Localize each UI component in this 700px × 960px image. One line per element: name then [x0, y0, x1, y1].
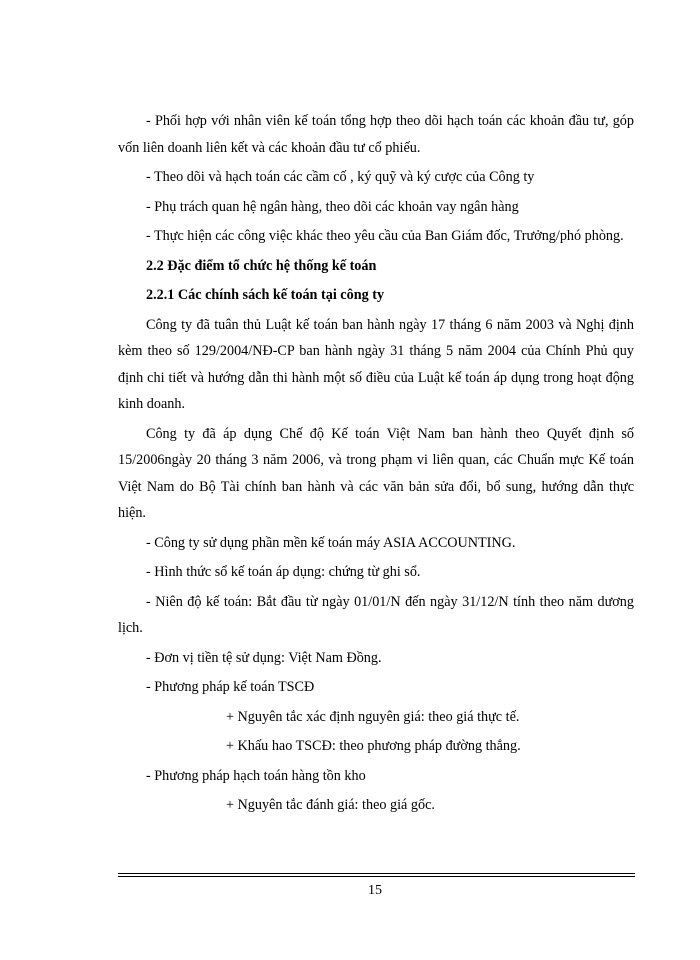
- paragraph: - Phối hợp với nhân viên kế toán tổng hợp theo dõi hạch toán các khoản đầu tư, góp vốn liên doanh liên kết và các khoản đầu tư cổ phiếu.: [118, 113, 634, 156]
- paragraph: - Thực hiện các công việc khác theo yêu cầu của Ban Giám đốc, Trưởng/phó phòng.: [146, 228, 624, 244]
- footer-rule: [118, 873, 635, 879]
- section-heading: 2.2 Đặc điểm tổ chức hệ thống kế toán: [146, 257, 377, 274]
- page-number: 15: [368, 883, 382, 898]
- sub-list-item: + Khấu hao TSCĐ: theo phương pháp đường thẳng.: [226, 738, 521, 754]
- subsection-heading: 2.2.1 Các chính sách kế toán tại công ty: [146, 287, 385, 303]
- list-item: - Niên độ kế toán: Bắt đầu từ ngày 01/01/N đến ngày 31/12/N tính theo năm dương lịch.: [118, 593, 634, 636]
- list-item: - Phương pháp hạch toán hàng tồn kho: [146, 767, 366, 784]
- footer-line: [118, 876, 635, 879]
- page-content: [118, 108, 634, 819]
- paragraph: Công ty đã áp dụng Chế độ Kế toán Việt Nam ban hành theo Quyết định số 15/2006ngày 20 tháng 3 năm 2006, và trong phạm vi liên quan, các Chuẩn mực Kế toán Việt Nam do Bộ Tài chính ban hành và các văn bản sửa đổi, bổ sung, hướng dẫn thực hiện.: [118, 425, 634, 521]
- paragraph: - Theo dõi và hạch toán các cầm cố , ký quỹ và ký cược của Công ty: [146, 169, 535, 185]
- list-item: - Hình thức sổ kế toán áp dụng: chứng từ ghi sổ.: [146, 564, 421, 580]
- list-item: - Đơn vị tiền tệ sử dụng: Việt Nam Đồng.: [146, 649, 382, 666]
- sub-list-item: + Nguyên tắc đánh giá: theo giá gốc.: [226, 797, 435, 813]
- sub-list-item: + Nguyên tắc xác định nguyên giá: theo giá thực tế.: [226, 708, 520, 725]
- list-item: - Phương pháp kế toán TSCĐ: [146, 679, 315, 695]
- paragraph: Công ty đã tuân thủ Luật kế toán ban hành ngày 17 tháng 6 năm 2003 và Nghị định kèm theo số 129/2004/NĐ-CP ban hành ngày 31 tháng 5 năm 2004 của Chính Phủ quy định chi tiết và hướng dẫn thi hành một số điều của Luật kế toán áp dụng trong hoạt động kinh doanh.: [118, 316, 634, 412]
- paragraph: - Phụ trách quan hệ ngân hàng, theo dõi các khoản vay ngân hàng: [146, 198, 519, 215]
- list-item: - Công ty sử dụng phần mền kế toán máy ASIA ACCOUNTING.: [146, 534, 516, 551]
